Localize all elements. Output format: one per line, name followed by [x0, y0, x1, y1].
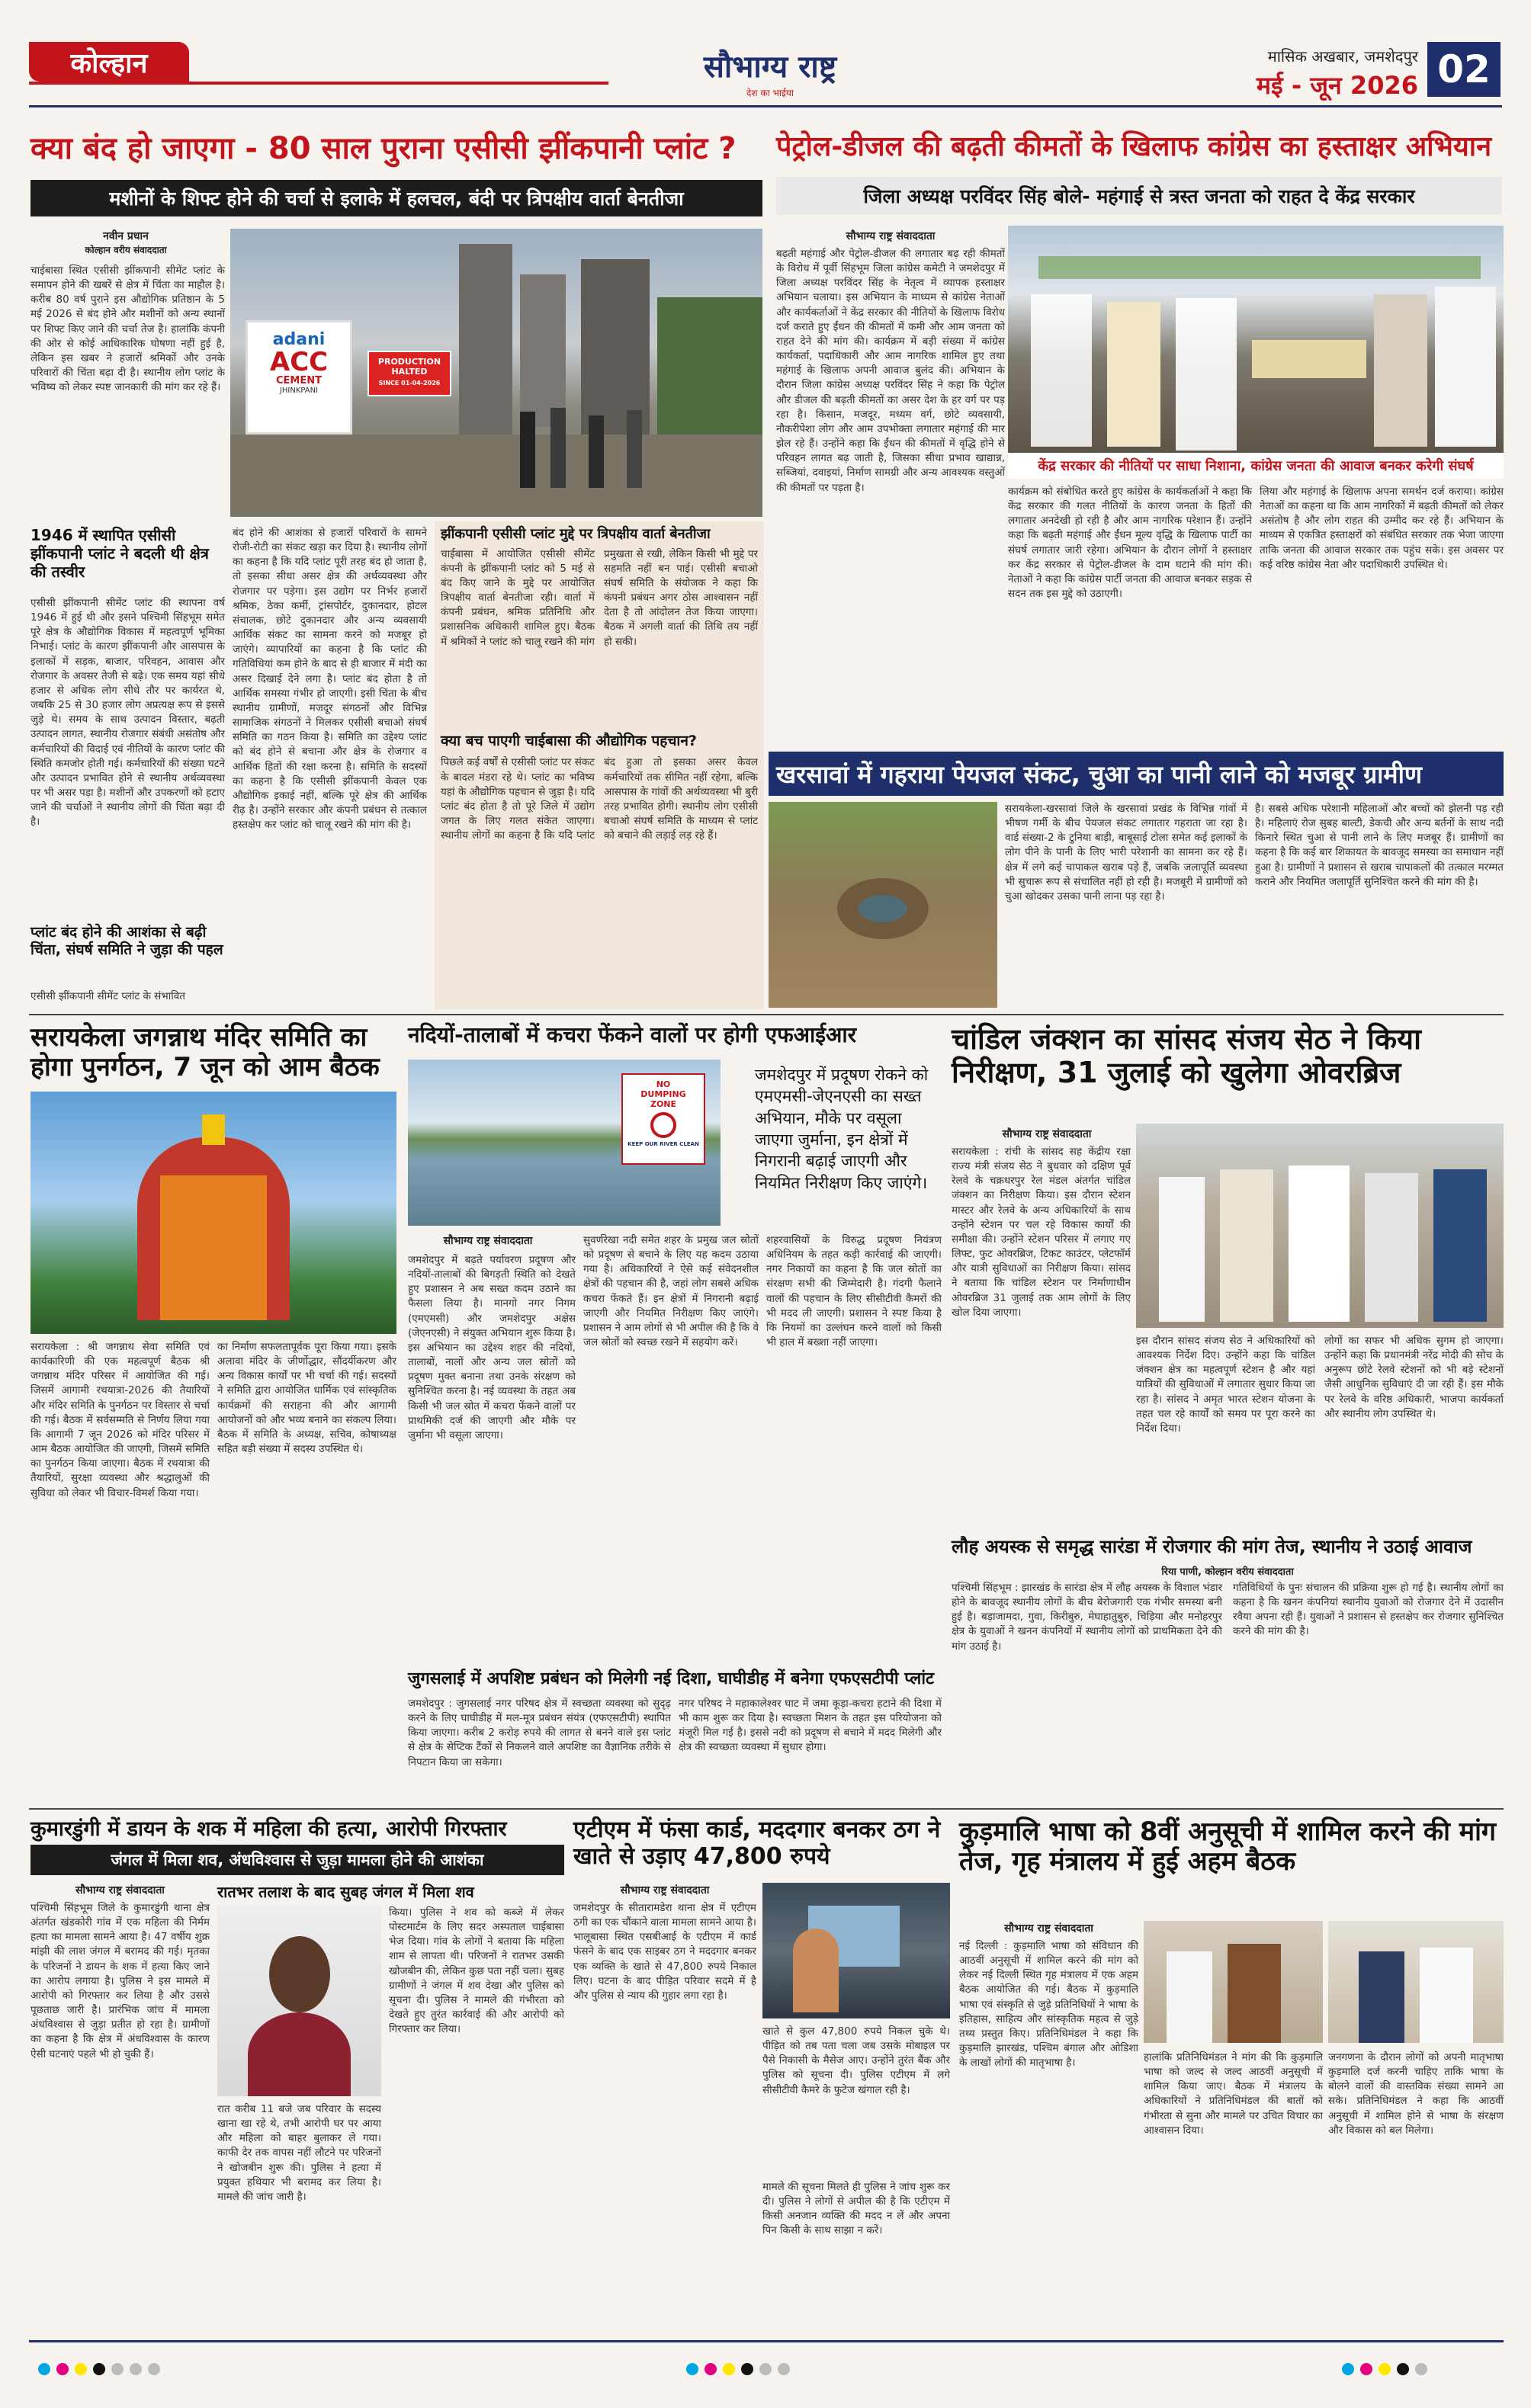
- production-halted-banner: [368, 351, 451, 396]
- edition-date: मई - जून 2026: [1256, 71, 1418, 100]
- paper-type: मासिक अखबार, जमशेदपुर: [1267, 47, 1418, 66]
- brand-logo: [656, 44, 884, 98]
- a7-headline: जुगसलाई में अपशिष्ट प्रबंधन को मिलेगी नई दिशा, घाघीडीह में बनेगा एफएसटीपी प्लांट: [408, 1669, 935, 1688]
- acc-place-text: JHINKPANI: [279, 386, 319, 395]
- a10-text: जमशेदपुर के सीतारामडेरा थाना क्षेत्र में एटीएम ठगी का एक चौंकाने वाला मामला सामने आया है। भालूबासा स्थित एसबीआई के एटीएम में कार्ड फंसने के बाद एक साइबर ठग ने मददगार बनकर एक व्यक्ति के खाते से 47,800 रुपये निकाल लिए। घटना के बाद पीड़ित परिवार सदमे में है और पुलिस से न्याय की गुहार लगा रहा है।: [573, 1902, 756, 2002]
- a6-headline: चांडिल जंक्शन का सांसद संजय सेठ ने किया निरीक्षण, 31 जुलाई को खुलेगा ओवरब्रिज: [952, 1022, 1421, 1089]
- print-dots-left: [38, 2363, 166, 2378]
- a5-byline: सौभाग्य राष्ट्र संवाददाता: [443, 1235, 533, 1247]
- a4-text: सरायकेला : श्री जगन्नाथ सेवा समिति एवं कार्यकारिणी की एक महत्वपूर्ण बैठक श्री जगन्नाथ मंदिर परिसर में आयोजित की गई। जिसमें आगामी रथयात्रा-2026 की तैयारियों और मंदिर समिति के पुनर्गठन पर विस्तार से चर्चा की गई। बैठक में सर्वसम्मति से निर्णय लिया गया कि आगामी 7 जून 2026 को मंदिर परिसर में आम बैठक आयोजित की जाएगी, जिसमें समिति का पुनर्गठन किया जाएगा। बैठक में रथयात्रा की तैयारियों, सुरक्षा व्यवस्था और श्रद्धालुओं की सुविधा को लेकर भी विचार-विमर्श किया गया।: [30, 1341, 210, 1499]
- a1-box-text: चाईबासा में आयोजित एसीसी सीमेंट कंपनी के झींकपानी प्लांट को 5 मई से बंद किए जाने के मुद्दे पर आयोजित त्रिपक्षीय वार्ता बेनतीजा रही। वार्ता में कंपनी प्रबंधन, श्रमिक प्रतिनिधि और प्रशासनिक अधिकारी शामिल हुए। बैठक में श्रमिकों ने प्लांट को चालू रखने की मांग प्रमुखता से रखी, लेकिन किसी भी मुद्दे पर सहमति नहीं बन पाई। एसीसी बचाओ संघर्ष समिति के संयोजक ने कहा कि कंपनी प्रबंधन अगर ठोस आश्वासन नहीं देता है तो आंदोलन तेज किया जाएगा। बैठक में अगली वार्ता की तिथि तय नहीं हो सकी।: [441, 547, 758, 648]
- a10-text2: खाते से कुल 47,800 रुपये निकल चुके थे। पीड़ित को तब पता चला जब उसके मोबाइल पर पैसे निकासी के मैसेज आए। उन्होंने तुरंत बैंक और पुलिस को सूचना दी। पुलिस एटीएम में लगे सीसीटीवी कैमरे के फुटेज खंगाल रही है।: [762, 2025, 950, 2096]
- a3-text: सरायकेला-खरसावां जिले के खरसावां प्रखंड के विभिन्न गांवों में भीषण गर्मी के बीच पेयजल संकट लगातार गहराता जा रहा है। वार्ड संख्या-2 के टुनिया बाड़ी, बाबूसाई टोला समेत कई इलाकों के लोग पीने के पानी के लिए भारी परेशानी का सामना कर रहे हैं। क्षेत्र में लगे कई चापाकल खराब पड़े हैं, जबकि जलापूर्ति व्यवस्था भी सुचारू रूप से संचालित नहीं हो रही है। मजबूरी में ग्रामीणों को चुआ खोदकर उसका पानी लाना पड़ रहा है।: [1005, 803, 1247, 903]
- congress-rally-photo: [1008, 226, 1504, 453]
- a2-caption: केंद्र सरकार की नीतियों पर साधा निशाना, कांग्रेस जनता की आवाज बनकर करेगी संघर्ष: [1008, 453, 1504, 479]
- a6-text: सरायकेला : रांची के सांसद सह केंद्रीय रक्षा राज्य मंत्री संजय सेठ ने बुधवार को दक्षिण पूर्व रेलवे के चक्रधरपुर रेल मंडल अंतर्गत चांडिल जंक्शन का निरीक्षण किया। इस दौरान स्टेशन मास्टर और रेलवे के अन्य अधिकारियों के साथ उन्होंने स्टेशन पर चल रहे विकास कार्यों की समीक्षा की। उन्होंने स्टेशन परिसर में लगाए गए लिफ्ट, फुट ओवरब्रिज, टिकट काउंटर, प्लेटफॉर्म और यात्री सुविधाओं का निरीक्षण किया। सांसद ने बताया कि चांडिल स्टेशन पर निर्माणाधीन ओवरब्रिज 31 जुलाई तक आम लोगों के लिए खोल दिया जाएगा।: [952, 1146, 1131, 1319]
- a4-headline: सरायकेला जगन्नाथ मंदिर समिति का होगा पुनर्गठन, 7 जून को आम बैठक: [30, 1022, 380, 1083]
- a2-text2: कार्यक्रम को संबोधित करते हुए कांग्रेस के कार्यकर्ताओं ने कहा कि केंद्र सरकार की गलत नीतियों के कारण जनता के हितों की लगातार अनदेखी हो रही है और आम नागरिक परेशान हैं। उन्होंने कहा कि बढ़ती महंगाई और ईंधन मूल्य वृद्धि के खिलाफ पार्टी का संघर्ष लगातार जारी रहेगा। अभियान के दौरान लोगों ने हस्ताक्षर कर केंद्र सरकार से पेट्रोल-डीजल के दाम घटाने की मांग की। नेताओं ने कहा कि कांग्रेस पार्टी जनता की आवाज बनकर सड़क से सदन तक इस मुद्दे को उठाएगी।: [1008, 486, 1252, 601]
- a1-byline-role: कोल्हान वरीय संवाददाता: [85, 245, 167, 255]
- a3-byline-text: [1005, 802, 1247, 1008]
- a2-byline: सौभाग्य राष्ट्र संवाददाता: [846, 230, 936, 242]
- a5-text3: शहरवासियों के विरुद्ध प्रदूषण नियंत्रण अधिनियम के तहत कड़ी कार्रवाई की जाएगी। नगर निकायों का कहना है कि जल स्रोतों का संरक्षण सभी की जिम्मेदारी है। गंदगी फैलाने वालों की पहचान के लिए सीसीटीवी कैमरों की भी मदद ली जाएगी। प्रशासन ने स्पष्ट किया है कि नियमों का उल्लंघन करने वालों को किसी भी हाल में बख्शा नहीं जाएगा।: [766, 1234, 942, 1349]
- a6-text2: इस दौरान सांसद संजय सेठ ने अधिकारियों को आवश्यक निर्देश दिए। उन्होंने कहा कि चांडिल जंक्शन क्षेत्र का महत्वपूर्ण स्टेशन है और यहां यात्रियों की सुविधाओं में लगातार सुधार किया जा रहा है। सांसद ने अमृत भारत स्टेशन योजना के तहत चल रहे कार्यों को समय पर पूरा करने का निर्देश दिया।: [1136, 1335, 1315, 1435]
- a5-headline: नदियों-तालाबों में कचरा फेंकने वालों पर होगी एफआईआर: [408, 1022, 857, 1047]
- acc-logo-text: ACC: [269, 347, 329, 377]
- a4-text2: का निर्माण सफलतापूर्वक पूरा किया गया। इसके अलावा मंदिर के जीर्णोद्धार, सौंदर्यीकरण और अन्य विकास कार्यों पर भी चर्चा की गई। सदस्यों ने समिति द्वारा आयोजित धार्मिक एवं सांस्कृतिक कार्यक्रमों की सराहना की और आगामी आयोजनों को और भव्य बनाने का संकल्प लिया। बैठक में समिति के अध्यक्ष, सचिव, कोषाध्यक्ष सहित बड़ी संख्या में सदस्य उपस्थित थे।: [217, 1341, 396, 1456]
- a1-byline: [30, 229, 221, 256]
- a11-text3: जनगणना के दौरान लोगों को अपनी मातृभाषा कुड़मालि दर्ज करनी चाहिए ताकि भाषा के बोलने वालों की वास्तविक संख्या सामने आ सके। प्रतिनिधिमंडल ने कहा कि आठवीं अनुसूची में शामिल होने से भाषा के संरक्षण और विकास को बल मिलेगा।: [1328, 2051, 1504, 2137]
- a3-text2: है। सबसे अधिक परेशानी महिलाओं और बच्चों को झेलनी पड़ रही है। महिलाएं रोज सुबह बाल्टी, डेकची और अन्य बर्तनों के साथ नदी किनारे स्थित चुआ से पानी लाने के लिए मजबूर हैं। ग्रामीणों का कहना है कि कई बार शिकायत के बावजूद समस्या का समाधान नहीं हुआ है। ग्रामीणों ने प्रशासन से खराब चापाकलों की तत्काल मरम्मत कराने और नियमित जलापूर्ति सुनिश्चित करने की मांग की है।: [1255, 803, 1504, 888]
- section-tag: कोल्हान: [29, 42, 189, 82]
- a10-headline: एटीएम में फंसा कार्ड, मददगार बनकर ठग ने खाते से उड़ाए 47,800 रुपये: [573, 1816, 941, 1870]
- brand-tagline: देश का भाईया: [746, 88, 794, 98]
- banner-text: PRODUCTION HALTED: [377, 357, 441, 377]
- a6-byline: सौभाग्य राष्ट्र संवाददाता: [1002, 1128, 1092, 1140]
- a8-text: पश्चिमी सिंहभूम : झारखंड के सारंडा क्षेत्र में लौह अयस्क के विशाल भंडार होने के बावजूद स्थानीय लोगों के बीच बेरोजगारी एक गंभीर समस्या बनी हुई है। बड़ाजामदा, गुवा, किरीबुरु, मेघाहातुबुरु, चिड़िया और मनोहरपुर क्षेत्र के युवाओं ने खनन कंपनियों में स्थानीय लोगों को प्राथमिकता देने की मांग उठाई है।: [952, 1582, 1222, 1653]
- brand-name: सौभाग्य राष्ट्र: [703, 50, 837, 85]
- water-photo: [769, 802, 997, 1008]
- a9-subhead: जंगल में मिला शव, अंधविश्वास से जुड़ा मामला होने की आशंका: [30, 1845, 564, 1875]
- a8-text2: गतिविधियों के पुनः संचालन की प्रक्रिया शुरू हो गई है। स्थानीय लोगों का कहना है कि खनन कंपनियां स्थानीय युवाओं को रोजगार देने में उदासीन रवैया अपना रही हैं। युवाओं ने प्रशासन से हस्तक्षेप कर रोजगार सुनिश्चित करने की मांग की है।: [1233, 1582, 1504, 1638]
- a9-text: पश्चिमी सिंहभूम जिले के कुमारडुंगी थाना क्षेत्र अंतर्गत खंडकोरी गांव में एक महिला की निर्मम हत्या का मामला सामने आया है। 47 वर्षीय शुक्र मांझी की लाश जंगल में बरामद की गई। मृतका के परिजनों ने डायन के शक में हत्या किए जाने का आरोप लगाया है। पुलिस ने इस मामले में आरोपी को गिरफ्तार कर लिया है और उससे पूछताछ जारी है। प्रारंभिक जांच में मामला अंधविश्वास से जुड़ा प्रतीत हो रहा है। ग्रामीणों का कहना है कि क्षेत्र में अंधविश्वास के कारण ऐसी घटनाएं पहले भी हो चुकी हैं।: [30, 1902, 210, 2060]
- masthead: [0, 0, 1531, 114]
- kudmali-photo-2: [1328, 1921, 1504, 2043]
- a9-byline: सौभाग्य राष्ट्र संवाददाता: [75, 1884, 165, 1897]
- a11-text2: हालांकि प्रतिनिधिमंडल ने मांग की कि कुड़मालि भाषा को जल्द से जल्द आठवीं अनुसूची में शामिल किया जाए। बैठक में मंत्रालय के अधिकारियों ने प्रतिनिधिमंडल की बातों को गंभीरता से सुना और मामले पर उचित विचार का आश्वासन दिया।: [1144, 2051, 1323, 2137]
- banner-date: SINCE 01-04-2026: [378, 380, 441, 386]
- a2-subhead: जिला अध्यक्ष परविंदर सिंह बोले- महंगाई से त्रस्त जनता को राहत दे केंद्र सरकार: [776, 177, 1502, 215]
- acc-plant-photo: [230, 229, 762, 517]
- a2-text3: लिया और महंगाई के खिलाफ अपना समर्थन दर्ज कराया। कांग्रेस नेताओं का कहना था कि आम नागरिकों में बढ़ती कीमतों को लेकर असंतोष है और लोग राहत की उम्मीद कर रहे हैं। अभियान के माध्यम से एकत्रित हस्ताक्षरों को संबंधित सरकार तक भेजा जाएगा ताकि जनता की आवाज सरकार तक पहुंच सके। इस अवसर पर कई वरिष्ठ कांग्रेस नेता और पदाधिकारी उपस्थित थे।: [1260, 486, 1504, 571]
- a5-text: जमशेदपुर में बढ़ते पर्यावरण प्रदूषण और नदियों-तालाबों की बिगड़ती स्थिति को देखते हुए प्रशासन ने अब सख्त कदम उठाने का फैसला लिया है। मानगो नगर निगम (एमएमसी) और जमशेदपुर अक्षेस (जेएनएसी) ने संयुक्त अभियान शुरू किया है। इस अभियान का उद्देश्य शहर की नदियों, तालाबों, नालों और अन्य जल स्रोतों को प्रदूषण मुक्त बनाना तथा उनके संरक्षण को सुनिश्चित करना है। नई व्यवस्था के तहत अब किसी भी जल स्रोत में कचरा फेंकने वालों पर प्राथमिकी दर्ज की जाएगी और मौके पर जुर्माना भी वसूला जाएगा।: [408, 1254, 576, 1441]
- a11-text: नई दिल्ली : कुड़मालि भाषा को संविधान की आठवीं अनुसूची में शामिल करने की मांग को लेकर नई दिल्ली स्थित गृह मंत्रालय में एक अहम बैठक आयोजित की गई। बैठक में कुड़मालि भाषा एवं संस्कृति से जुड़े प्रतिनिधियों ने भाषा के इतिहास, साहित्य और सांस्कृतिक महत्व से जुड़े तथ्य प्रस्तुत किए। प्रतिनिधिमंडल ने कहा कि कुड़मालि झारखंड, पश्चिम बंगाल और ओडिशा के लाखों लोगों की मातृभाषा है।: [959, 1940, 1138, 2070]
- a9-text2: किया। पुलिस ने शव को कब्जे में लेकर पोस्टमार्टम के लिए सदर अस्पताल चाईबासा भेज दिया। गांव के लोगों ने बताया कि महिला शाम से लापता थी। परिजनों ने रातभर उसकी खोजबीन की, लेकिन कुछ पता नहीं चला। सुबह ग्रामीणों ने जंगल में शव देखा और पुलिस को सूचना दी। पुलिस ने मामले की गंभीरता को देखते हुए तुरंत कार्रवाई की और आरोपी को गिरफ्तार कर लिया।: [389, 1906, 564, 2036]
- a1-box-head: झींकपानी एसीसी प्लांट मुद्दे पर त्रिपक्षीय वार्ता बेनतीजा: [441, 526, 711, 542]
- a9-headline: कुमारडुंगी में डायन के शक में महिला की हत्या, आरोपी गिरफ्तार: [30, 1817, 507, 1841]
- a11-headline: कुड़मालि भाषा को 8वीं अनुसूची में शामिल करने की मांग तेज, गृह मंत्रालय में हुई अहम बैठक: [959, 1816, 1497, 1877]
- a1-byline-name: नवीन प्रधान: [103, 230, 149, 242]
- a9-text3: रात करीब 11 बजे जब परिवार के सदस्य खाना खा रहे थे, तभी आरोपी घर पर आया और महिला को बाहर बुलाकर ले गया। काफी देर तक वापस नहीं लौटने पर परिजनों ने खोजबीन शुरू की। पुलिस ने हत्या में प्रयुक्त हथियार भी बरामद कर लिया है। मामले की जांच जारी है।: [217, 2103, 381, 2203]
- sign-l2: DUMPING: [640, 1089, 686, 1099]
- sign-l4: KEEP OUR RIVER CLEAN: [627, 1141, 699, 1147]
- sign-l1: NO: [656, 1079, 671, 1089]
- a3-headline: खरसावां में गहराया पेयजल संकट, चुआ का पानी लाने को मजबूर ग्रामीण: [776, 760, 1422, 789]
- a1-lead: चाईबासा स्थित एसीसी झींकपानी सीमेंट प्लांट के समापन होने की खबरें से क्षेत्र में चिंता का माहौल है। करीब 80 वर्ष पुराने इस औद्योगिक प्रतिष्ठान के 5 मई 2026 से बंद होने और मशीनों को अन्य स्थानों पर शिफ्ट किए जाने की चर्चा तेज है। हालांकि कंपनी की ओर से कोई आधिकारिक घोषणा नहीं हुई है, लेकिन इस खबर ने हजारों श्रमिकों और उनके परिवारों की चिंता बढ़ा दी है। स्थानीय लोग प्लांट के भविष्य को लेकर स्पष्ट जानकारी की मांग कर रहे हैं।: [30, 265, 225, 394]
- a1-headline: क्या बंद हो जाएगा - 80 साल पुराना एसीसी झींकपानी प्लांट ?: [30, 131, 737, 166]
- a1-col2: बंद होने की आशंका से हजारों परिवारों के सामने रोजी-रोटी का संकट खड़ा कर दिया है। स्थानीय लोगों का कहना है कि यदि प्लांट पूरी तरह बंद हो जाता है, तो इसका सीधा असर क्षेत्र की अर्थव्यवस्था और रोजगार पर पड़ेगा। इस उद्योग पर निर्भर हजारों श्रमिक, ठेका कर्मी, ट्रांसपोर्टर, दुकानदार, होटल संचालक, छोटे दुकानदार और अन्य व्यवसायी आर्थिक संकट का सामना करने को मजबूर हो जाएंगे। व्यापारियों का कहना है कि प्लांट की गतिविधियां कम होने के बाद से ही बाजार में मंदी का असर दिखाई देने लगा है। प्लांट बंद होता है तो आर्थिक समस्या गंभीर हो जाएगी। इसी चिंता के बीच स्थानीय ग्रामीणों, मजदूर संगठनों और विभिन्न सामाजिक संगठनों ने मिलकर एसीसी बचाओ संघर्ष समिति का गठन किया है। समिति का उद्देश्य प्लांट को बंद होने से बचाना और क्षेत्र के रोजगार व आर्थिक हितों की रक्षा करना है। समिति के सदस्यों का कहना है कि एसीसी झींकपानी केवल एक औद्योगिक इकाई नहीं, बल्कि पूरे क्षेत्र की आर्थिक रीढ़ है। उन्होंने सरकार और कंपनी प्रबंधन से तत्काल हस्तक्षेप कर प्लांट को चालू रखने की मांग की है।: [233, 527, 427, 832]
- a1-box-head2: क्या बच पाएगी चाईबासा की औद्योगिक पहचान?: [441, 732, 697, 749]
- a10-byline: सौभाग्य राष्ट्र संवाददाता: [620, 1884, 710, 1897]
- a1-subhead: मशीनों के शिफ्ट होने की चर्चा से इलाके में हलचल, बंदी पर त्रिपक्षीय वार्ता बेनतीजा: [30, 180, 762, 216]
- chandil-photo: [1136, 1124, 1504, 1328]
- a5-intro: जमशेदपुर में प्रदूषण रोकने को एमएमसी-जेएनएसी का सख्त अभियान, मौके पर वसूला जाएगा जुर्माना, इन क्षेत्रों में निगरानी बढ़ाई जाएगी और नियमित निरीक्षण किए जाएंगे।: [755, 1066, 929, 1192]
- a2-text: बढ़ती महंगाई और पेट्रोल-डीजल की लगातार बढ़ रही कीमतों के विरोध में पूर्वी सिंहभूम जिला कांग्रेस कमेटी ने जमशेदपुर में जिला अध्यक्ष परविंदर सिंह के नेतृत्व में व्यापक हस्ताक्षर अभियान चलाया। इस अभियान के माध्यम से कांग्रेस नेताओं और कार्यकर्ताओं ने केंद्र सरकार की नीतियों के खिलाफ विरोध दर्ज कराते हुए ईंधन की कीमतों में कमी और आम जनता को राहत देने की मांग की। कार्यक्रम में बड़ी संख्या में कांग्रेस कार्यकर्ता, पदाधिकारी और आम नागरिक शामिल हुए तथा महंगाई के खिलाफ अपनी आवाज बुलंद की। अभियान के दौरान जिला कांग्रेस अध्यक्ष परविंदर सिंह ने कहा कि पेट्रोल और डीजल की बढ़ती कीमतों का असर देश के हर वर्ग पर पड़ रहा है। किसान, मजदूर, मध्यम वर्ग, छोटे व्यवसायी, नौकरीपेशा लोग और आम उपभोक्ता लगातार महंगाई की मार झेल रहे हैं। उन्होंने कहा कि ईंधन की कीमतों में वृद्धि होने से परिवहन लागत बढ़ जाती है, जिसका सीधा प्रभाव खाद्यान्न, सब्जियां, दवाइयां, निर्माण सामग्री और अन्य आवश्यक वस्तुओं की कीमतों पर पड़ता है।: [776, 248, 1005, 494]
- section-line: [29, 82, 608, 85]
- acc-signboard: [246, 320, 352, 434]
- adani-logo-text: adani: [272, 330, 326, 349]
- print-dots-right: [1342, 2363, 1433, 2378]
- page-number: 02: [1427, 42, 1501, 97]
- footer-rule: [29, 2340, 1504, 2342]
- a1-side-text: एसीसी झींकपानी सीमेंट प्लांट की स्थापना वर्ष 1946 में हुई थी और इसने पश्चिमी सिंहभूम समेत पूरे क्षेत्र के औद्योगिक विकास में महत्वपूर्ण भूमिका निभाई। प्लांट के कारण झींकपानी और आसपास के इलाकों में सड़क, बाजार, परिवहन, आवास और रोजगार के अवसर तेजी से बढ़े। एक समय यहां सीधे हजार से अधिक लोग सीधे तौर पर कार्यरत थे, जबकि 25 से 30 हजार लोग अप्रत्यक्ष रूप से इससे जुड़े थे। समय के साथ उत्पादन विस्तार, बढ़ती उत्पादन लागत, स्थानीय रोजगार संबंधी असंतोष और कर्मचारियों की विदाई एवं नीतियों के कारण प्लांट की स्थिति कमजोर होती गई। कर्मचारियों की संख्या घटने और उत्पादन प्रभावित होने से स्थानीय अर्थव्यवस्था पर भी असर पड़ा है। मशीनों और उपकरणों को हटाए जाने की चर्चाओं ने स्थानीय लोगों की चिंता बढ़ा दी है।: [30, 597, 225, 829]
- a10-text3: मामले की सूचना मिलते ही पुलिस ने जांच शुरू कर दी। पुलिस ने लोगों से अपील की है कि एटीएम में किसी अनजान व्यक्ति की मदद न लें और अपना पिन किसी के साथ साझा न करें।: [762, 2181, 950, 2237]
- a11-byline: सौभाग्य राष्ट्र संवाददाता: [1004, 1922, 1093, 1935]
- a9-box-head: रातभर तलाश के बाद सुबह जंगल में मिला शव: [217, 1883, 474, 1901]
- masthead-rule: [29, 105, 1502, 107]
- a7-text: जमशेदपुर : जुगसलाई नगर परिषद क्षेत्र में स्वच्छता व्यवस्था को सुदृढ़ करने के लिए घाघीडीह में मल-मूत्र प्रबंधन संयंत्र (एफएसटीपी) स्थापित किया जाएगा। करीब 2 करोड़ रुपये की लागत से बनने वाले इस प्लांट से क्षेत्र के सेप्टिक टैंकों से निकलने वाले अपशिष्ट का वैज्ञानिक तरीके से निपटान किया जा सकेगा।: [408, 1698, 671, 1768]
- kudmali-photo-1: [1144, 1921, 1323, 2043]
- atm-photo: [762, 1883, 950, 2018]
- rule-1: [29, 1014, 1504, 1015]
- a1-side-head: 1946 में स्थापित एसीसी झींकपानी प्लांट ने बदली थी क्षेत्र की तस्वीर: [30, 526, 209, 581]
- temple-photo: [30, 1092, 396, 1334]
- a5-text2: सुवर्णरेखा नदी समेत शहर के प्रमुख जल स्रोतों को प्रदूषण से बचाने के लिए यह कदम उठाया गया है। अधिकारियों ने ऐसे कई संवेदनशील क्षेत्रों की पहचान की है, जहां लोग सबसे अधिक कचरा फेंकते हैं। इन क्षेत्रों में निगरानी बढ़ाई जाएगी और नियमित निरीक्षण किए जाएंगे। प्रशासन ने आम लोगों से भी अपील की है कि वे जल स्रोतों को स्वच्छ रखने में सहयोग करें।: [583, 1234, 759, 1349]
- rule-2: [29, 1808, 1504, 1810]
- no-dumping-sign: [621, 1073, 705, 1165]
- a1-side-head2: प्लांट बंद होने की आशंका से बढ़ी चिंता, संघर्ष समिति ने जुड़ा की पहल: [30, 924, 223, 958]
- a2-headline: पेट्रोल-डीजल की बढ़ती कीमतों के खिलाफ कांग्रेस का हस्ताक्षर अभियान: [776, 131, 1492, 162]
- a1-box: [435, 521, 764, 1009]
- print-dots-center: [686, 2363, 796, 2378]
- victim-photo: [217, 1906, 381, 2096]
- river-photo: [408, 1060, 721, 1226]
- a7-text2: नगर परिषद ने महाकालेश्वर घाट में जमा कूड़ा-कचरा हटाने की दिशा में भी काम शुरू कर दिया है। स्वच्छता मिशन के तहत इस परियोजना को मंजूरी मिल गई है। इससे नदी को प्रदूषण से बचाने में मदद मिलेगी और क्षेत्र की स्वच्छता व्यवस्था में सुधार होगा।: [679, 1698, 942, 1754]
- a6-text3: लोगों का सफर भी अधिक सुगम हो जाएगा। उन्होंने कहा कि प्रधानमंत्री नरेंद्र मोदी की सोच के अनुरूप छोटे रेलवे स्टेशनों को भी बड़े स्टेशनों जैसी आधुनिक सुविधाएं दी जा रही हैं। इस मौके पर रेलवे के वरिष्ठ अधिकारी, भाजपा कार्यकर्ता और स्थानीय लोग उपस्थित थे।: [1324, 1335, 1504, 1420]
- a1-box-text2: पिछले कई वर्षों से एसीसी प्लांट पर संकट के बादल मंडरा रहे थे। प्लांट का भविष्य यहां के औद्योगिक पहचान से जुड़ा है। यदि प्लांट बंद होता है तो पूरे जिले में उद्योग जगत के लिए गलत संकेत जाएगा। स्थानीय लोगों का कहना है कि यदि प्लांट बंद हुआ तो इसका असर केवल कर्मचारियों तक सीमित नहीं रहेगा, बल्कि आसपास के गांवों की अर्थव्यवस्था भी बुरी तरह प्रभावित होगी। स्थानीय लोग एसीसी बचाओ संघर्ष समिति के माध्यम से प्लांट को बचाने की लड़ाई लड़ रहे हैं।: [441, 756, 758, 842]
- a8-headline: लौह अयस्क से समृद्ध सारंडा में रोजगार की मांग तेज, स्थानीय ने उठाई आवाज: [952, 1536, 1472, 1557]
- sign-l3: ZONE: [650, 1099, 677, 1109]
- acc-cement-text: CEMENT: [276, 375, 322, 386]
- a8-byline: रिया पाणी, कोल्हान वरीय संवाददाता: [1161, 1566, 1294, 1578]
- a1-side-text2: एसीसी झींकपानी सीमेंट प्लांट के संभावित: [30, 990, 185, 1002]
